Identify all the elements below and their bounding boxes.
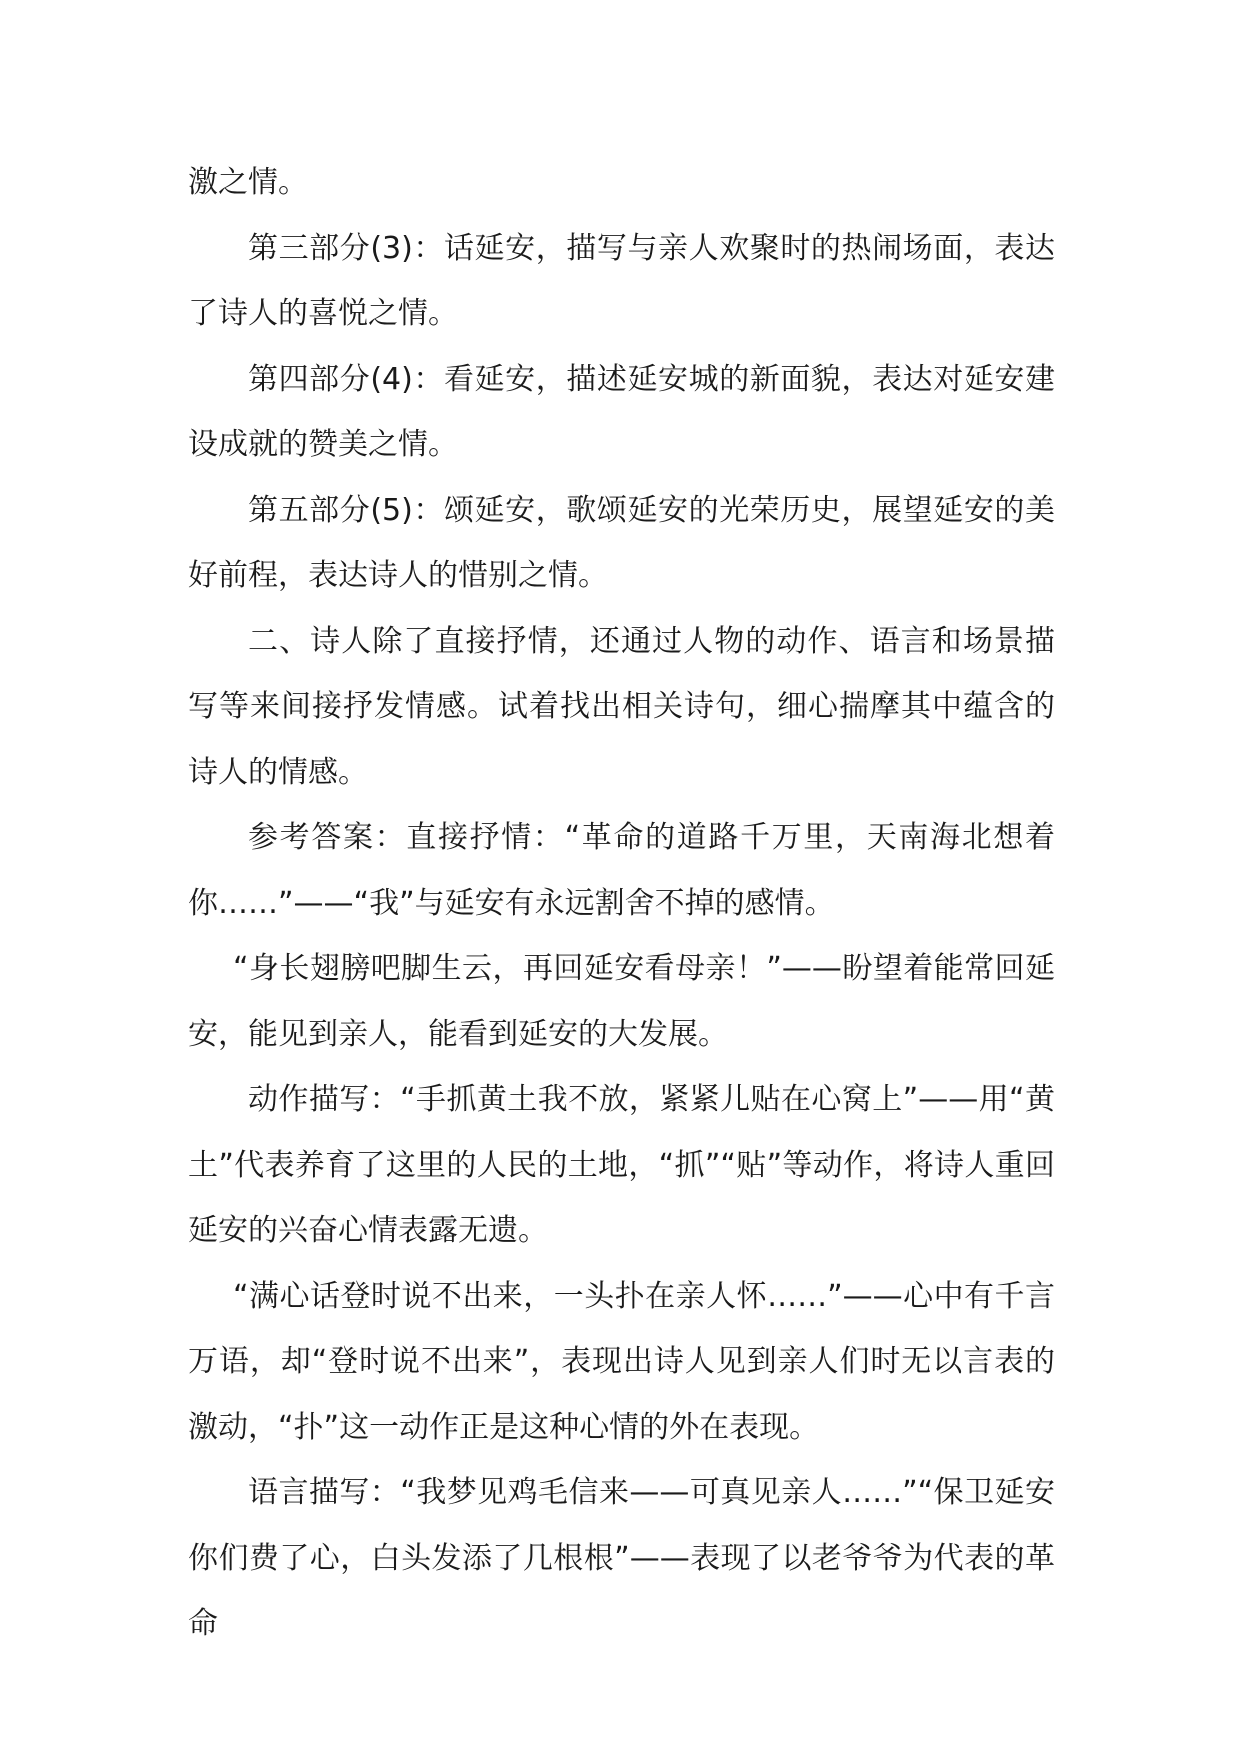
document-body — [188, 150, 1055, 1657]
paragraph-question-two: 二、诗人除了直接抒情，还通过人物的动作、语言和场景描写等来间接抒发情感。试着找出相关诗句，细心揣摩其中蕴含的诗人的情感。 — [188, 623, 1055, 790]
paragraph-action-description: 动作描写：“手抓黄土我不放，紧紧儿贴在心窝上”——用“黄土”代表养育了这里的人民的土地，“抓”“贴”等动作，将诗人重回延安的兴奋心情表露无遗。 — [188, 1082, 1055, 1248]
paragraph-language-description: 语言描写：“我梦见鸡毛信来——可真见亲人……”“保卫延安你们费了心，白头发添了几根根”——表现了以老爷爷为代表的革命 — [188, 1475, 1055, 1641]
paragraph-part-three: 第三部分(3)：话延安，描写与亲人欢聚时的热闹场面，表达了诗人的喜悦之情。 — [188, 230, 1055, 331]
paragraph-quote-heart: “满心话登时说不出来，一头扑在亲人怀……”——心中有千言万语，却“登时说不出来”，表现出诗人见到亲人们时无以言表的激动，“扑”这一动作正是这种心情的外在表现。 — [188, 1278, 1055, 1445]
paragraph-part-four: 第四部分(4)：看延安，描述延安城的新面貌，表达对延安建设成就的赞美之情。 — [188, 361, 1055, 462]
paragraph-continuation: 激之情。 — [188, 165, 308, 200]
paragraph-part-five: 第五部分(5)：颂延安，歌颂延安的光荣历史，展望延安的美好前程，表达诗人的惜别之情。 — [188, 492, 1055, 593]
paragraph-reference-answer: 参考答案：直接抒情：“革命的道路千万里，天南海北想着你……”——“我”与延安有永远割舍不掉的感情。 — [188, 820, 1055, 921]
paragraph-quote-wings: “身长翅膀吧脚生云，再回延安看母亲！”——盼望着能常回延安，能见到亲人，能看到延安的大发展。 — [188, 951, 1055, 1052]
